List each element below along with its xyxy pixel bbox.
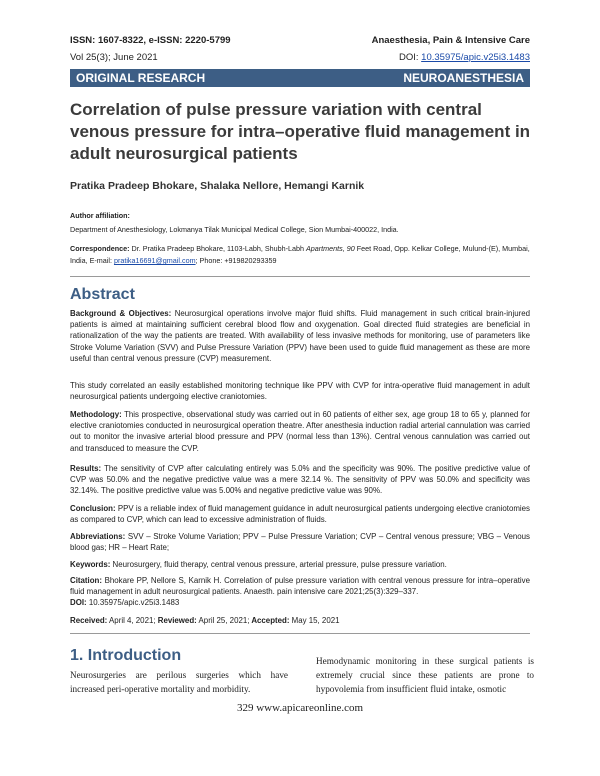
intro-column-right: Hemodynamic monitoring in these surgical patients is extremely crucial since these patients are prone to hypovolemia from insufficient fluid intake, osmotic	[316, 656, 534, 694]
citation-doi-label: DOI:	[70, 598, 87, 608]
correspondence-label: Correspondence:	[70, 244, 130, 253]
author-list: Pratika Pradeep Bhokare, Shalaka Nellore, Hemangi Karnik	[70, 180, 365, 192]
doi-link[interactable]: 10.35975/apic.v25i3.1483	[421, 52, 530, 63]
introduction-heading: 1. Introduction	[70, 647, 182, 664]
article-type: ORIGINAL RESEARCH	[76, 71, 206, 85]
abbreviations-label: Abbreviations:	[70, 532, 126, 541]
journal-name: Anaesthesia, Pain & Intensive Care	[371, 35, 530, 46]
correspondence-address-a: Dr. Pratika Pradeep Bhokare, 1103-Labh, Shubh-Labh	[129, 244, 306, 253]
received-label: Received:	[70, 616, 108, 625]
abstract-conclusion	[70, 503, 530, 525]
methodology-label: Methodology:	[70, 410, 122, 419]
background-label: Background & Objectives:	[70, 309, 172, 318]
email-link[interactable]: pratika16691@gmail.com	[113, 256, 196, 265]
citation-label: Citation:	[70, 576, 102, 585]
received-date: April 4, 2021;	[107, 616, 156, 625]
phone: ; Phone: +919820293359	[195, 256, 277, 265]
abstract-heading: Abstract	[70, 286, 135, 303]
abbreviations-text: SVV – Stroke Volume Variation; PPV – Pulse Pressure Variation; CVP – Central venous pressure; VBG – Venous blood gas; HR – Heart Rate;	[70, 532, 530, 553]
article-dates	[70, 615, 530, 626]
abstract-results	[70, 463, 530, 497]
citation-doi: 10.35975/apic.v25i3.1483	[86, 598, 180, 608]
accepted-date: May 15, 2021	[289, 616, 340, 625]
section-band	[70, 69, 530, 87]
correspondence-address-c: Feet Road, Opp. Kelkar College, Mulund-(E), Mumbai, India, E-mail:	[70, 244, 530, 265]
conclusion-label: Conclusion:	[70, 504, 116, 513]
reviewed-label: Reviewed:	[155, 616, 197, 625]
background-text: Neurosurgical operations involve major fluid shifts. Fluid management in such critical brain-injured patients is aimed at maintaining sufficient cerebral blood flow and oxygenation. Goal directed fluid strategies are beneficial in rationalization of the way the patients are treated. With availability of less invasive methods for monitoring, use of parameters like Stroke Volume Variation (SVV) and Pulse Pressure Variation (PPV) have been used to guide fluid management as these are more useful than central venous pressure (CVP) measurement.	[70, 309, 530, 363]
methodology-text: This prospective, observational study was carried out in 60 patients of either sex, age group 18 to 65 y, planned for elective craniotomies conducted in neurosurgical operation theatre. After anesthesia induction radial arterial cannulation was carried out to monitor the invasive arterial blood pressure and PPV (normal less than 13%). Central venous cannulation was carried out and transduced to measure the CVP.	[70, 410, 530, 453]
keywords-text: Neurosurgery, fluid therapy, central venous pressure, arterial pressure, pulse pressure variation.	[110, 560, 447, 569]
keywords-label: Keywords:	[70, 560, 111, 569]
doi-prefix: DOI:	[399, 52, 422, 63]
correspondence	[70, 243, 532, 267]
abstract-background	[70, 308, 530, 364]
reviewed-date: April 25, 2021;	[196, 616, 250, 625]
abstract-abbreviations	[70, 531, 530, 553]
intro-column-left: Neurosurgeries are perilous surgeries which have increased peri-operative mortality and morbidity.	[70, 670, 288, 694]
affiliation-text: Department of Anesthesiology, Lokmanya Tilak Municipal Medical College, Sion Mumbai-400022, India.	[70, 225, 399, 234]
abstract-citation	[70, 575, 530, 609]
results-text: The sensitivity of CVP after calculating entirely was 5.0% and the specificity was 90%. The positive predictive value of CVP was 50.0% and the negative predictive value was a mere 32.14 %. The sensitivity of PPV was 50.0% and specificity was 32.14%. The positive predictive value was 5.00% and negative predictive value was 90%.	[70, 464, 530, 496]
affiliation-heading: Author affiliation:	[70, 211, 130, 220]
citation-text: Bhokare PP, Nellore S, Karnik H. Correlation of pulse pressure variation with central venous pressure for intra–operative fluid management in adult neurosurgical patients. Anaesth. pain intensive care 2021;25(3):329–337.	[70, 576, 530, 597]
divider-bottom	[70, 633, 530, 634]
header-doi	[399, 52, 530, 63]
issn: ISSN: 1607-8322, e-ISSN: 2220-5799	[70, 35, 231, 46]
conclusion-text: PPV is a reliable index of fluid management guidance in adult neurosurgical patients undergoing elective craniotomies as compared to CVP, which can lead to excessive administration of fluids.	[70, 504, 530, 525]
page-footer: 329 www.apicareonline.com	[236, 702, 364, 714]
abstract-keywords	[70, 559, 530, 570]
article-category: NEUROANESTHESIA	[403, 71, 524, 85]
article-title: Correlation of pulse pressure variation with central venous pressure for intra–operative fluid management in adult neurosurgical patients	[70, 100, 531, 163]
results-label: Results:	[70, 464, 102, 473]
abstract-methodology	[70, 409, 530, 454]
abstract-study: This study correlated an easily established monitoring technique like PPV with CVP for intra-operative fluid management in adult neurosurgical patients undergoing elective craniotomies.	[70, 381, 530, 402]
volume-issue: Vol 25(3); June 2021	[70, 52, 158, 63]
divider-top	[70, 276, 530, 277]
correspondence-address-b: Apartments, 90	[306, 244, 355, 253]
accepted-label: Accepted:	[249, 616, 290, 625]
